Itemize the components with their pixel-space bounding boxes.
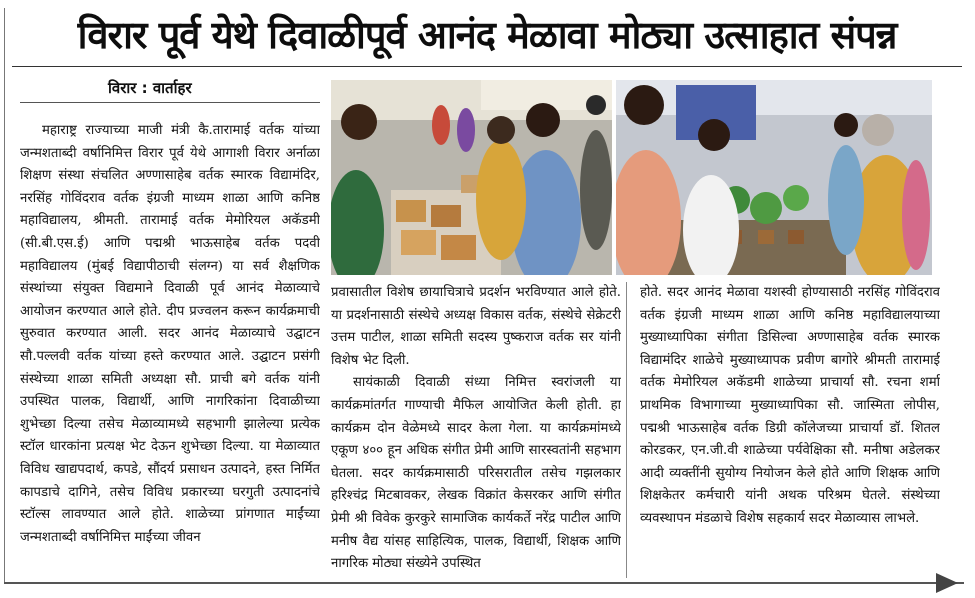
article-column-3 — [640, 282, 940, 576]
byline-rule — [20, 102, 320, 103]
bottom-rule — [4, 582, 964, 584]
column-rule — [626, 282, 627, 578]
headline: विरार पूर्व येथे दिवाळीपूर्व आनंद मेळावा मोठ्या उत्साहात संपन्न — [77, 13, 897, 57]
photo-food-stall-visitors-icon — [331, 80, 612, 275]
paragraph: सायंकाळी दिवाळी संध्या निमित्त स्वरांजली या कार्यक्रमांतर्गत गाण्याची मैफिल आयोजित केली होती. हा कार्यक्रम दोन वेळेमध्ये सादर केला गेला. या कार्यक्रमांमध्ये एकूण ४०० हून अधिक संगीत प्रेमी आणि सारस्वतांनी सहभाग घेतला. सदर कार्यक्रमासाठी परिसरातील तसेच गझलकार हरिश्चंद्र मिटबावकर, लेखक विक्रांत केसरकर आणि संगीत प्रेमी श्री विवेक कुरकुरे सामाजिक कार्यकर्ते नरेंद्र पाटील आणि मनीष वैद्य यांसह साहित्यिक, पालक, विद्यार्थी, शिक्षक आणि नागरिक मोठ्या संख्येने उपस्थित — [331, 375, 621, 572]
continue-arrow-icon — [936, 573, 958, 593]
left-column-rule — [4, 8, 5, 583]
article-column-1 — [20, 120, 320, 576]
article-column-2 — [331, 282, 621, 576]
photo-plant-stall-visitors-icon — [616, 80, 932, 275]
photo-food-stall — [331, 80, 612, 275]
headline-rule — [12, 66, 962, 67]
byline: विरार : वार्ताहर — [108, 79, 192, 97]
paragraph: महाराष्ट्र राज्याच्या माजी मंत्री कै.तारामाई वर्तक यांच्या जन्मशताब्दी वर्षानिमित्त विरार पूर्व येथे आगाशी विरार अर्नाळा शिक्षण संस्था संचलित अण्णासाहेब वर्तक स्मारक विद्यामंदिर, नरसिंह गोविंदराव वर्तक इंग्रजी माध्यम शाळा आणि कनिष्ठ महाविद्यालय, श्रीमती. तारामाई वर्तक मेमोरियल अकॅडमी (सी.बी.एस.ई) आणि पद्मश्री भाऊसाहेब वर्तक पदवी महाविद्यालय (मुंबई विद्यापीठाची संलग्न) या सर्व शैक्षणिक संस्थांच्या संयुक्त विद्यमाने दिवाळी पूर्व आनंद मेळाव्याचे आयोजन करण्यात आले होते. दीप प्रज्वलन करून कार्यक्रमाची सुरुवात करण्यात आली. सदर आनंद मेळाव्याचे उद्घाटन सौ.पल्लवी वर्तक यांच्या हस्ते करण्यात आले. उद्घाटन प्रसंगी संस्थेच्या शाळा समिती अध्यक्षा सौ. प्राची बगे वर्तक यांनी उपस्थित पालक, विद्यार्थी, आणि नागरिकांना दिवाळीच्या शुभेच्छा दिल्या तसेच मेळाव्यामध्ये सहभागी झालेल्या प्रत्येक स्टॉल धारकांना प्रत्यक्ष भेट देऊन शुभेच्छा दिल्या. या मेळाव्यात विविध खाद्यपदार्थ, कपडे, सौंदर्य प्रसाधन उत्पादने, हस्त निर्मित कापडाचे दागिने, तसेच विविध प्रकारच्या घरगुती उत्पादनांचे स्टॉल्स लावण्यात आले होते. शाळेच्या प्रांगणात माईंच्या जन्मशताब्दी वर्षानिमित्त माईंच्या जीवन — [20, 123, 320, 545]
photo-plant-stall — [616, 80, 932, 275]
paragraph: प्रवासातील विशेष छायाचित्राचे प्रदर्शन भरविण्यात आले होते. या प्रदर्शनासाठी संस्थेचे अध्यक्ष विकास वर्तक, संस्थेचे सेक्रेटरी उत्तम पाटील, शाळा समिती सदस्य पुष्कराज वर्तक सर यांनी विशेष भेट दिली. — [331, 285, 621, 368]
paragraph: होते. सदर आनंद मेळावा यशस्वी होण्यासाठी नरसिंह गोविंदराव वर्तक इंग्रजी माध्यम शाळा आणि कनिष्ठ महाविद्यालयाच्या मुख्याध्यापिका संगीता डिसिल्वा अण्णासाहेब वर्तक स्मारक विद्यामंदिर शाळेचे मुख्याध्यापक प्रवीण बागोरे श्रीमती तारामाई वर्तक मेमोरियल अकॅडमी शाळेच्या प्राचार्या सौ. रचना शर्मा प्राथमिक विभागाच्या मुख्याध्यापिका सौ. जास्मिता लोपीस, पद्मश्री भाऊसाहेब वर्तक डिग्री कॉलेजच्या प्राचार्या डॉ. शितल कोरडकर, एन.जी.वी शाळेच्या पर्यवेक्षिका सौ. मनीषा अडेलकर आदी व्यक्तींनी सुयोग्य नियोजन केले होते आणि शिक्षक आणि शिक्षकेतर कर्मचारी यांनी अथक परिश्रम घेतले. संस्थेच्या व्यवस्थापन मंडळाचे विशेष सहकार्य सदर मेळाव्यास लाभले. — [640, 285, 940, 526]
